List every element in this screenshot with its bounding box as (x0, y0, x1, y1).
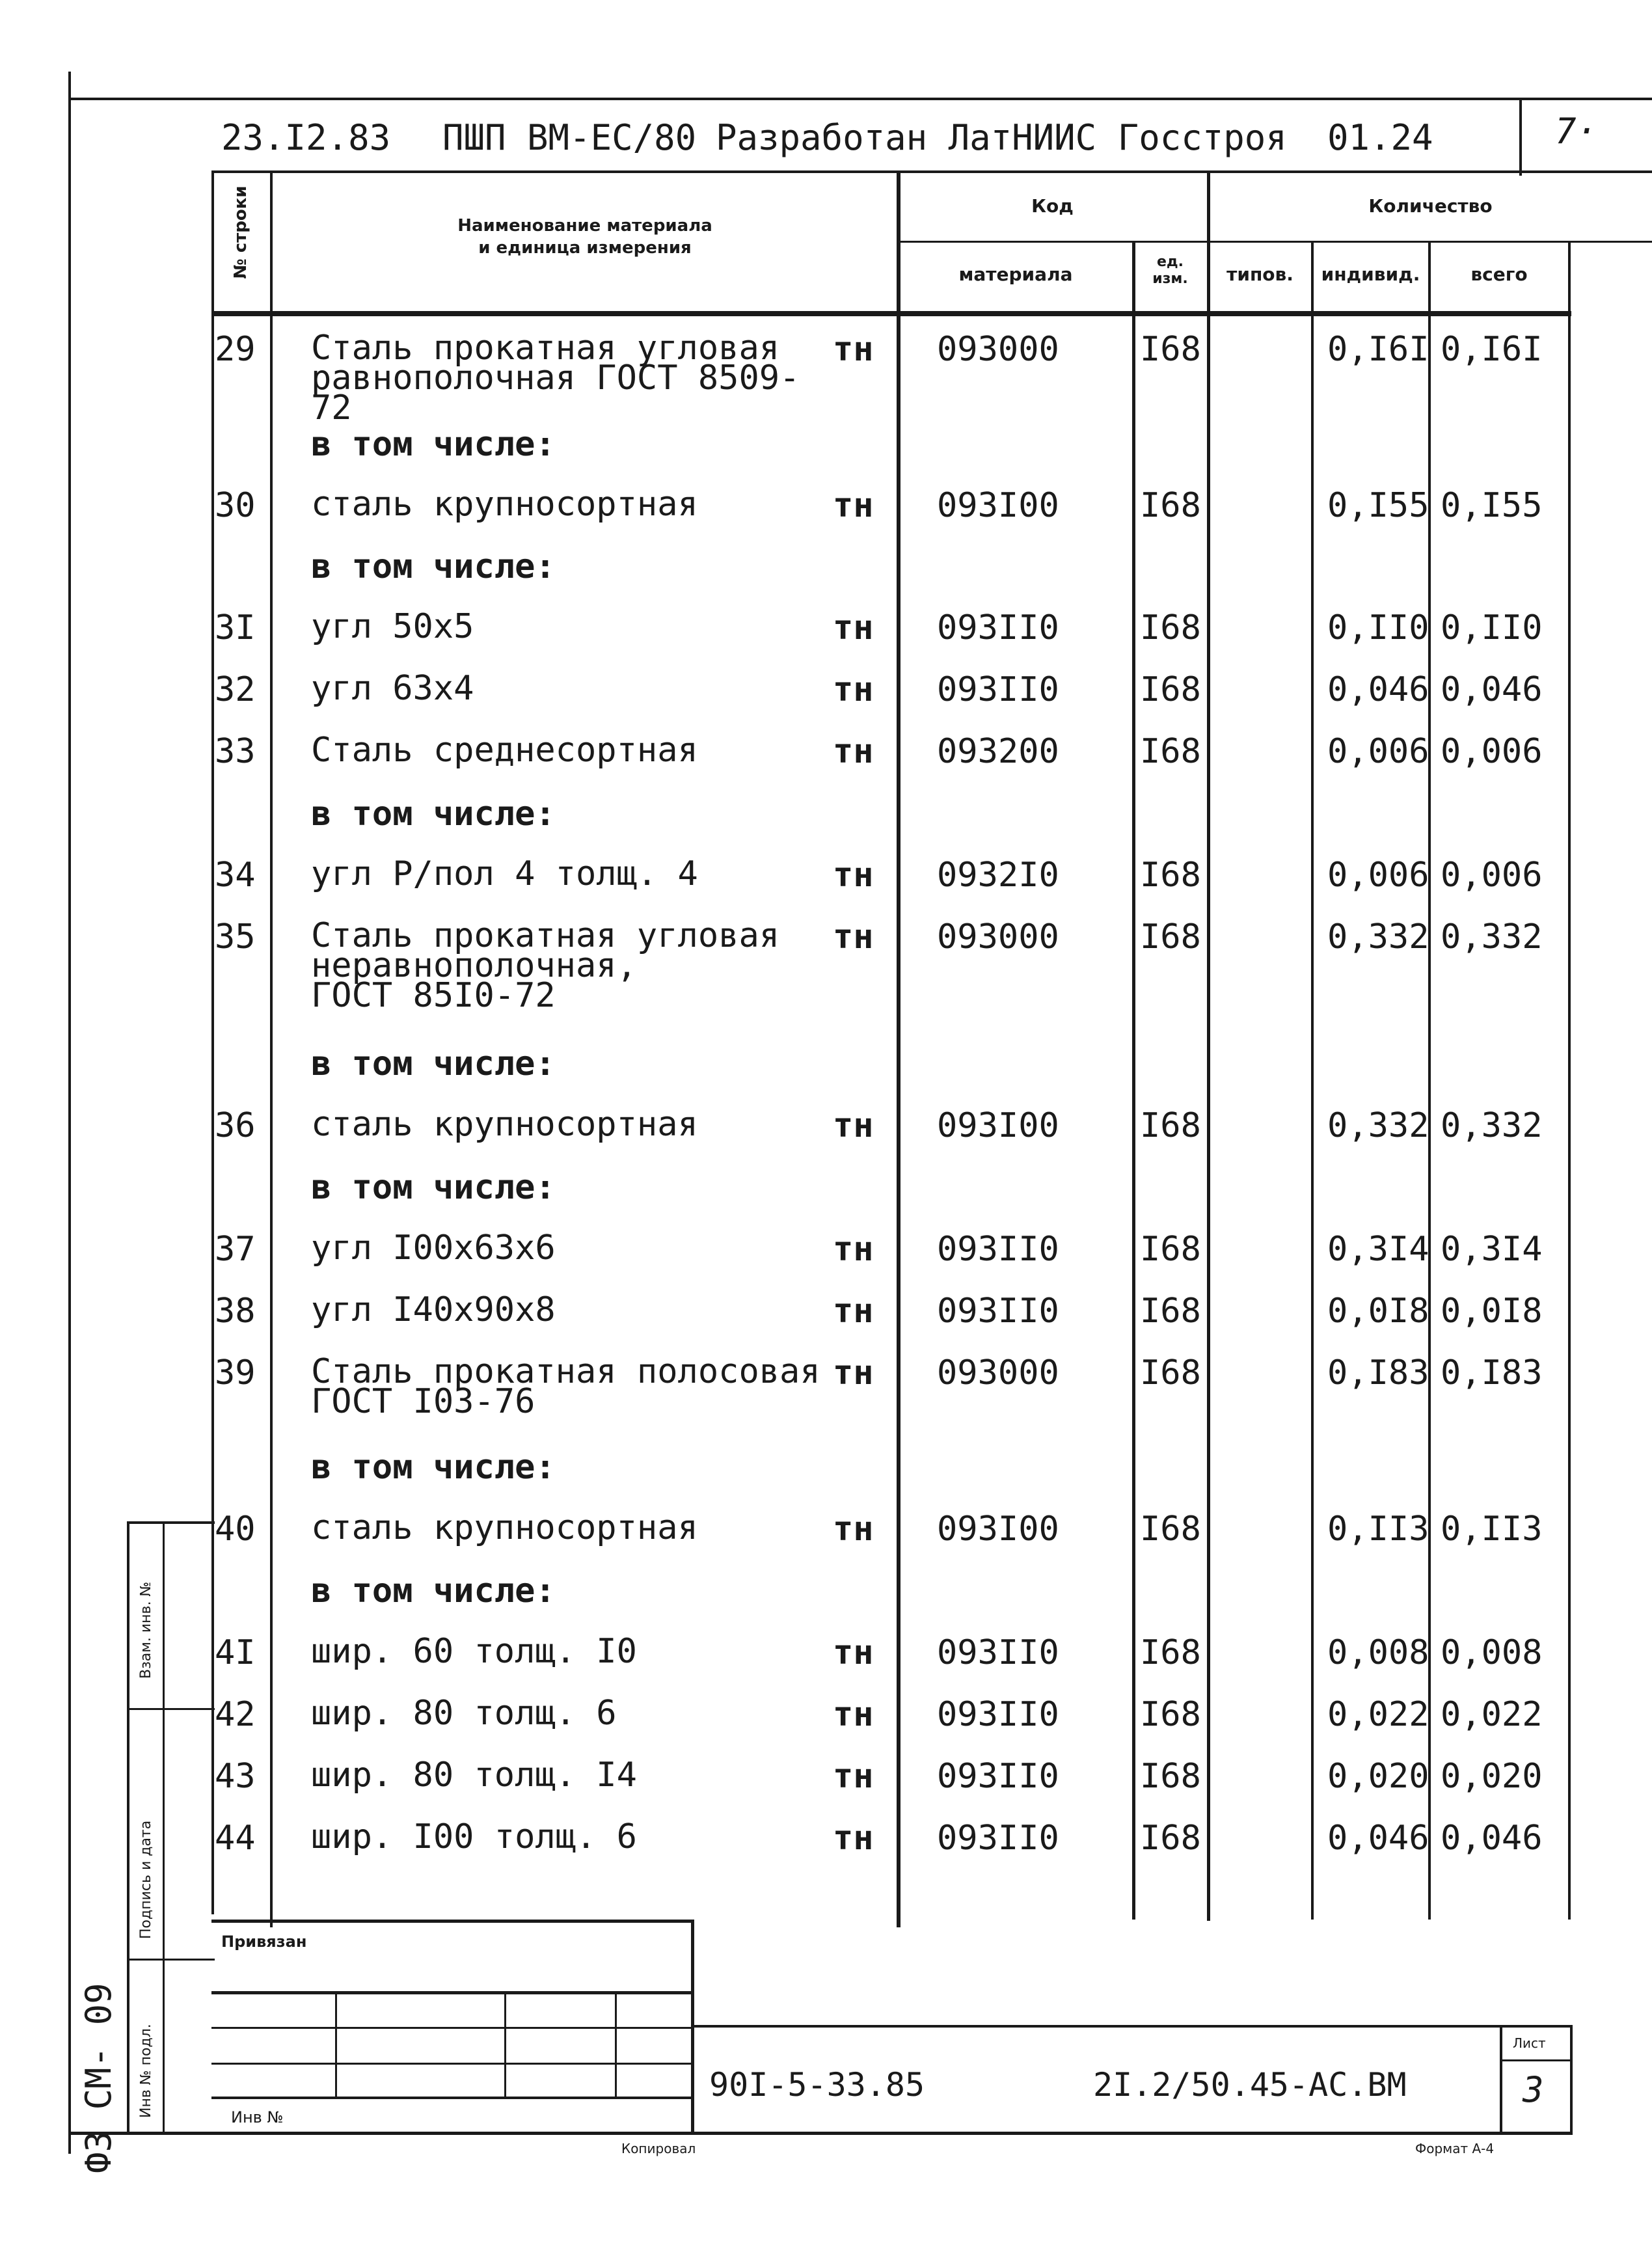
row-unit-code: I68 (1140, 1292, 1201, 1331)
row-material-code: 093II0 (937, 1757, 1059, 1796)
row-individual: 0,046 (1327, 670, 1429, 709)
row-total: 0,II3 (1441, 1510, 1543, 1549)
side-strip-mid (163, 1521, 165, 2133)
row-unit-code: I68 (1140, 1819, 1201, 1858)
row-number: 44 (215, 1819, 256, 1858)
row-number: 36 (215, 1106, 256, 1145)
hdr-qty-group: Количество (1368, 195, 1493, 217)
row-material-code: 093II0 (937, 608, 1059, 647)
row-unit: тн (833, 330, 874, 369)
row-material-code: 093II0 (937, 670, 1059, 709)
row-name: шир. 80 толщ. 6 (311, 1694, 617, 1733)
hdr-total: всего (1470, 264, 1528, 285)
row-unit-code: I68 (1140, 1695, 1201, 1734)
row-name: угл Р/пол 4 толщ. 4 (311, 854, 698, 893)
row-number: 32 (215, 670, 256, 709)
row-name: шир. 80 толщ. I4 (311, 1756, 637, 1795)
row-individual: 0,008 (1327, 1633, 1429, 1672)
row-individual: 0,332 (1327, 917, 1429, 957)
hdr-row-no: № строки (231, 185, 251, 279)
row-material-code: 093200 (937, 732, 1059, 771)
row-unit-code: I68 (1140, 732, 1201, 771)
main-stamp-top-line (694, 2025, 1573, 2028)
row-name: угл I40х90х8 (311, 1290, 556, 1329)
col-line-typical (1311, 241, 1314, 1920)
stamp-doc-code: 90I-5-33.85 (709, 2066, 925, 2104)
col-line-total (1568, 241, 1571, 1920)
col-line-name (270, 170, 273, 1927)
row-individual: 0,332 (1327, 1106, 1429, 1145)
row-total: 0,I6I (1441, 330, 1543, 369)
row-material-code: 093000 (937, 330, 1059, 369)
row-number: 42 (215, 1695, 256, 1734)
row-individual: 0,I83 (1327, 1353, 1429, 1392)
corner-divider (1519, 98, 1522, 176)
row-total: 0,I55 (1441, 486, 1543, 525)
side-strip-div-2 (127, 1959, 215, 1961)
side-strip-top (127, 1521, 215, 1524)
row-total: 0,006 (1441, 856, 1543, 895)
stamp-format: Формат А-4 (1415, 2141, 1495, 2156)
row-number: 34 (215, 856, 256, 895)
row-name: в том числе: (311, 1168, 556, 1207)
side-strip-left (127, 1521, 129, 2133)
hdr-name: Наименование материала и единица измерения (457, 216, 712, 258)
col-line-code (897, 170, 900, 1927)
sheet-box-left (1500, 2025, 1502, 2134)
row-total: 0,006 (1441, 732, 1543, 771)
row-unit: тн (833, 1695, 874, 1734)
row-unit: тн (833, 1819, 874, 1858)
row-name: в том числе: (311, 547, 556, 586)
row-unit-code: I68 (1140, 1230, 1201, 1269)
row-unit-code: I68 (1140, 1106, 1201, 1145)
col-line-qty (1207, 170, 1210, 1921)
row-material-code: 093I00 (937, 486, 1059, 525)
row-unit-code: I68 (1140, 1633, 1201, 1672)
row-number: 30 (215, 486, 256, 525)
row-material-code: 0932I0 (937, 856, 1059, 895)
row-name: сталь крупносортная (311, 1105, 698, 1144)
header-date: 23.I2.83 (221, 117, 391, 158)
row-total: 0,I83 (1441, 1353, 1543, 1392)
row-number: 35 (215, 917, 256, 957)
row-total: 0,332 (1441, 917, 1543, 957)
row-name: шир. I00 толщ. 6 (311, 1817, 637, 1856)
row-name: шир. 60 толщ. I0 (311, 1632, 637, 1671)
row-unit-code: I68 (1140, 1757, 1201, 1796)
header-number: 01.24 (1327, 117, 1433, 158)
subheader-line (897, 241, 1652, 243)
row-number: 29 (215, 330, 256, 369)
row-material-code: 093I00 (937, 1510, 1059, 1549)
sheet-box-mid (1500, 2059, 1573, 2061)
header-bottom-line (211, 311, 1571, 316)
row-name: в том числе: (311, 1571, 556, 1610)
hdr-unit-code: ед. изм. (1152, 254, 1188, 287)
row-total: 0,022 (1441, 1695, 1543, 1734)
side-strip-div-1 (127, 1708, 215, 1710)
row-material-code: 093000 (937, 1353, 1059, 1392)
side-podpis-label: Подпись и дата (138, 1820, 154, 1939)
vertical-code: ФЗ СМ- 09 (78, 1983, 119, 2173)
row-unit: тн (833, 1353, 874, 1392)
row-number: 37 (215, 1230, 256, 1269)
row-unit-code: I68 (1140, 608, 1201, 647)
row-total: 0,0I8 (1441, 1292, 1543, 1331)
sheet-box-right (1570, 2025, 1573, 2134)
row-material-code: 093I00 (937, 1106, 1059, 1145)
row-unit: тн (833, 1106, 874, 1145)
row-name: Сталь среднесортная (311, 731, 698, 770)
stamp-line-3 (211, 2063, 694, 2065)
side-vzam-label: Взам. инв. № (138, 1581, 154, 1679)
row-name: угл I00х63х6 (311, 1229, 556, 1268)
hdr-code-group: Код (1031, 195, 1074, 217)
row-material-code: 093II0 (937, 1230, 1059, 1269)
stamp-top-line (211, 1920, 693, 1923)
stamp-line-1 (211, 1991, 694, 1994)
row-unit: тн (833, 670, 874, 709)
row-name: сталь крупносортная (311, 1508, 698, 1547)
stamp-line-2 (211, 2027, 694, 2029)
sheet-label: Лист (1513, 2035, 1546, 2051)
hdr-individual: индивид. (1321, 264, 1420, 285)
row-total: 0,046 (1441, 670, 1543, 709)
row-total: 0,3I4 (1441, 1230, 1543, 1269)
row-unit: тн (833, 732, 874, 771)
row-name: в том числе: (311, 425, 556, 464)
row-unit-code: I68 (1140, 1510, 1201, 1549)
row-individual: 0,I55 (1327, 486, 1429, 525)
col-line-unitcode (1132, 241, 1135, 1920)
row-total: 0,332 (1441, 1106, 1543, 1145)
stamp-line-4 (211, 2097, 694, 2099)
row-name: Сталь прокатная угловая равнополочная ГОСТ 8509-72 (311, 329, 800, 428)
row-unit-code: I68 (1140, 330, 1201, 369)
row-name: угл 50х5 (311, 607, 474, 646)
header-code: ПШП ВМ-ЕС/80 (442, 117, 697, 158)
row-number: 3I (215, 608, 256, 647)
row-name: Сталь прокатная угловая неравнополочная, ГОСТ 85I0-72 (311, 916, 780, 1015)
stamp-copied: Копировал (621, 2141, 696, 2156)
top-frame-line (68, 98, 1652, 100)
row-name: в том числе: (311, 1448, 556, 1487)
row-number: 33 (215, 732, 256, 771)
row-individual: 0,3I4 (1327, 1230, 1429, 1269)
hdr-material: материала (958, 264, 1073, 285)
row-name: угл 63х4 (311, 669, 474, 708)
row-number: 39 (215, 1353, 256, 1392)
row-individual: 0,006 (1327, 732, 1429, 771)
row-number: 43 (215, 1757, 256, 1796)
hdr-typical: типов. (1226, 264, 1293, 285)
sheet-number: 3 (1523, 2069, 1544, 2110)
row-material-code: 093000 (937, 917, 1059, 957)
row-unit: тн (833, 1633, 874, 1672)
row-unit: тн (833, 486, 874, 525)
row-individual: 0,046 (1327, 1819, 1429, 1858)
stamp-sheet-code: 2I.2/50.45-АС.ВМ (1093, 2066, 1407, 2104)
side-inv-podl-label: Инв № подл. (138, 2024, 154, 2118)
stamp-inv-label: Инв № (231, 2108, 284, 2126)
row-total: 0,046 (1441, 1819, 1543, 1858)
row-material-code: 093II0 (937, 1292, 1059, 1331)
row-material-code: 093II0 (937, 1695, 1059, 1734)
row-material-code: 093II0 (937, 1819, 1059, 1858)
row-number: 40 (215, 1510, 256, 1549)
row-total: 0,008 (1441, 1633, 1543, 1672)
stamp-col-2 (504, 1991, 506, 2098)
left-frame-line (68, 72, 71, 2154)
row-number: 4I (215, 1633, 256, 1672)
row-unit: тн (833, 917, 874, 957)
header-corner: 7· (1555, 111, 1598, 152)
row-unit-code: I68 (1140, 486, 1201, 525)
row-unit-code: I68 (1140, 1353, 1201, 1392)
table-top-line (211, 170, 1652, 173)
row-individual: 0,II3 (1327, 1510, 1429, 1549)
row-unit-code: I68 (1140, 917, 1201, 957)
row-unit: тн (833, 608, 874, 647)
row-total: 0,II0 (1441, 608, 1543, 647)
stamp-col-3 (615, 1991, 617, 2098)
row-unit: тн (833, 1230, 874, 1269)
row-material-code: 093II0 (937, 1633, 1059, 1672)
row-individual: 0,022 (1327, 1695, 1429, 1734)
row-total: 0,020 (1441, 1757, 1543, 1796)
row-name: Сталь прокатная полосовая ГОСТ I03-76 (311, 1352, 820, 1421)
row-number: 38 (215, 1292, 256, 1331)
col-line-rowno (211, 170, 214, 1914)
header-developer: Разработан ЛатНИИС Госстроя (716, 117, 1287, 158)
row-unit: тн (833, 1510, 874, 1549)
row-name: в том числе: (311, 1044, 556, 1083)
row-individual: 0,I6I (1327, 330, 1429, 369)
stamp-col-1 (335, 1991, 337, 2098)
row-unit: тн (833, 856, 874, 895)
row-name: сталь крупносортная (311, 485, 698, 524)
row-individual: 0,006 (1327, 856, 1429, 895)
row-unit-code: I68 (1140, 670, 1201, 709)
main-stamp-bottom-line (68, 2132, 1573, 2135)
stamp-attached-label: Привязан (221, 1933, 307, 1951)
row-name: в том числе: (311, 794, 556, 834)
row-unit-code: I68 (1140, 856, 1201, 895)
row-individual: 0,0I8 (1327, 1292, 1429, 1331)
row-individual: 0,020 (1327, 1757, 1429, 1796)
row-individual: 0,II0 (1327, 608, 1429, 647)
row-unit: тн (833, 1292, 874, 1331)
row-unit: тн (833, 1757, 874, 1796)
